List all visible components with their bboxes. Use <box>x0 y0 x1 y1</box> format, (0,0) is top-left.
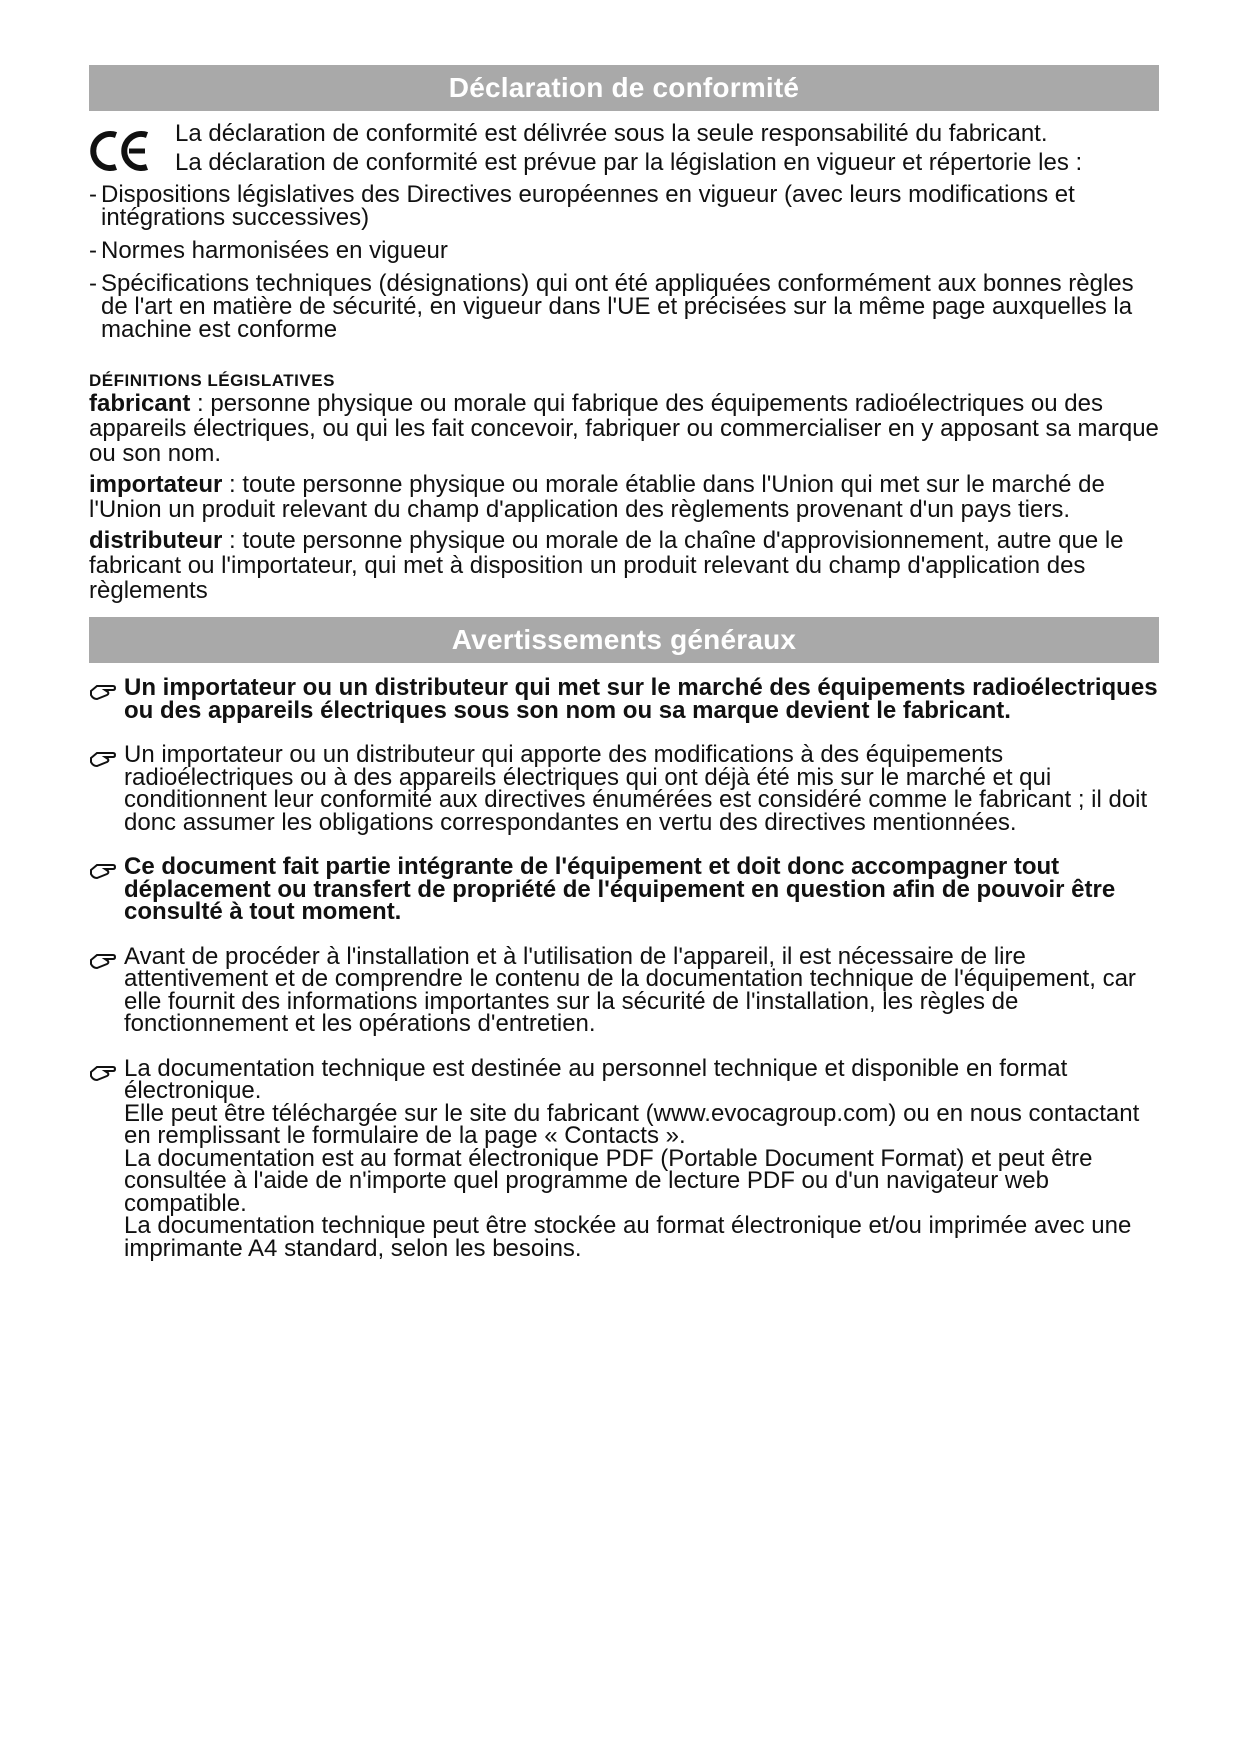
ce-mark-logo <box>89 121 175 179</box>
documentation-paragraph: La documentation technique peut être stockée au format électronique et/ou imprimée avec une imprimante A4 standard, selon les besoins. <box>124 1212 1132 1262</box>
pointing-hand-icon <box>89 948 117 972</box>
pointing-hand-icon <box>89 1060 117 1084</box>
list-item: - Spécifications techniques (désignations) qui ont été appliquées conformément aux bonnes règles de l'art en matière de sécurité, en vigueur dans l'UE et précisées sur la même page auxquelles la machine est conforme <box>89 270 1134 343</box>
warning-item: Avant de procéder à l'installation et à l'utilisation de l'appareil, il est nécessaire de lire attentivement et de comprendre le contenu de la documentation technique de l'équipement, car elle fournit des informations importantes sur la sécurité de l'installation, les règles de fonctionnement et les opérations d'entretien. <box>89 946 1159 1036</box>
pointing-hand-icon <box>89 746 117 770</box>
list-item: - Dispositions législatives des Directives européennes en vigueur (avec leurs modifications et intégrations successives) <box>89 181 1075 231</box>
section-header-declaration: Déclaration de conformité <box>89 65 1159 111</box>
warning-item: Ce document fait partie intégrante de l'équipement et doit donc accompagner tout déplacement ou transfert de propriété de l'équipement en question afin de pouvoir être consulté à tout moment. <box>89 856 1159 924</box>
pointing-hand-icon <box>89 858 117 882</box>
documentation-paragraph: Elle peut être téléchargée sur le site du fabricant (www.evocagroup.com) ou en nous contactant en remplissant le formulaire de la page « Contacts ». <box>124 1099 1140 1149</box>
warning-item: Un importateur ou un distributeur qui met sur le marché des équipements radioélectriques ou des appareils électriques sous son nom ou sa marque devient le fabricant. <box>89 677 1159 722</box>
list-item: - Normes harmonisées en vigueur <box>89 237 448 264</box>
definition-distributeur: distributeur : toute personne physique ou morale de la chaîne d'approvisionnement, autre que le fabricant ou l'importateur, qui met à disposition un produit relevant du champ d'application des règlements <box>89 527 1124 604</box>
definition-importateur: importateur : toute personne physique ou morale établie dans l'Union qui met sur le marché de l'Union un produit relevant du champ d'application des règlements provenant d'un pays tiers. <box>89 471 1105 523</box>
declaration-intro-2: La déclaration de conformité est prévue par la législation en vigueur et répertorie les : <box>175 149 1083 176</box>
document-page <box>89 0 1159 1282</box>
section-header-warnings: Avertissements généraux <box>89 617 1159 663</box>
warning-item: Un importateur ou un distributeur qui apporte des modifications à des équipements radioélectriques ou à des appareils électriques qui ont déjà été mis sur le marché et qui conditionnent leur conformité aux directives énumérées est considéré comme le fabricant ; il doit donc assumer les obligations correspondantes en vertu des directives mentionnées. <box>89 744 1159 834</box>
warning-item-documentation <box>89 1054 1159 1262</box>
pointing-hand-icon <box>89 679 117 703</box>
warnings-list <box>89 674 1159 1262</box>
definition-fabricant: fabricant : personne physique ou morale qui fabrique des équipements radioélectriques ou des appareils électriques, ou qui les fait concevoir, fabriquer ou commercialiser en y apposant sa marque ou son nom. <box>89 390 1159 467</box>
declaration-list <box>89 183 1159 341</box>
ce-declaration-block <box>89 121 1159 179</box>
documentation-paragraph: La documentation est au format électronique PDF (Portable Document Format) et peut être consultée à l'aide de n'importe quel programme de lecture PDF ou d'un navigateur web compatible. <box>124 1144 1093 1217</box>
definitions-title: DÉFINITIONS LÉGISLATIVES <box>89 371 335 390</box>
documentation-paragraph: La documentation technique est destinée au personnel technique et disponible en format électronique. <box>124 1054 1068 1104</box>
declaration-intro-1: La déclaration de conformité est délivrée sous la seule responsabilité du fabricant. <box>175 120 1048 147</box>
